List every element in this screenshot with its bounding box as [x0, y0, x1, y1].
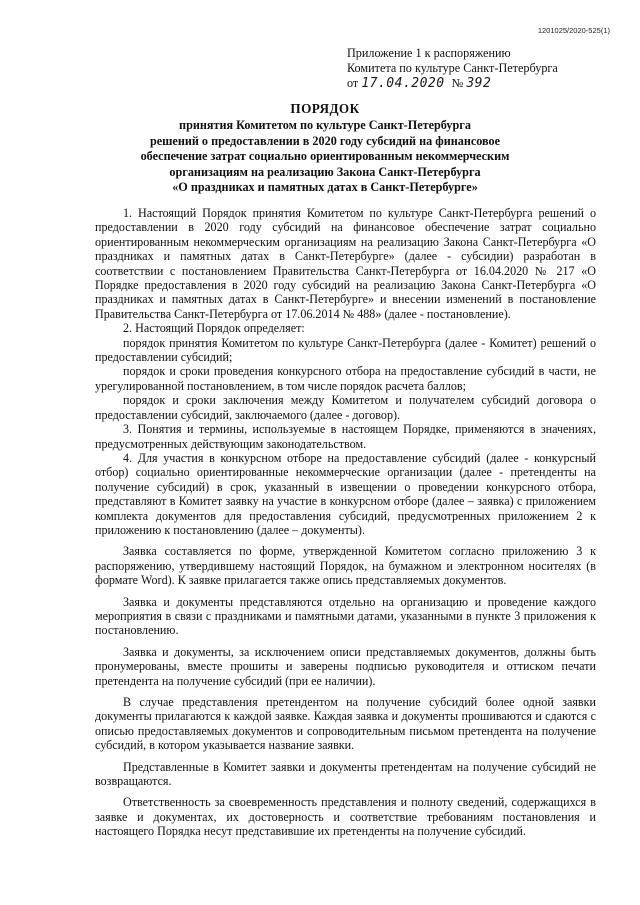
- paragraph: Представленные в Комитет заявки и документы претендентам на получение субсидий не возвращаются.: [95, 759, 596, 789]
- paragraph: 4. Для участия в конкурсном отборе на предоставление субсидий (далее - конкурсный отбор) социально ориентированные некоммерческие организации (далее - претенденты на получение субсидий) в срок, указанный в извещении о проведении конкурсного отбора, представляют в Комитет заявку на участие в конкурсном отборе (далее – заявка) с приложением комплекта документов для предоставления субсидий, предусмотренных приложением 2 к приложению к постановлению (далее – документы).: [95, 450, 596, 537]
- handwritten-number: 392: [466, 76, 492, 91]
- date-prefix: от: [347, 76, 359, 90]
- paragraph: порядок и сроки проведения конкурсного отбора на предоставление субсидий в части, не урегулированной постановлением, в том числе порядок расчета баллов;: [95, 364, 596, 393]
- appendix-line-1: Приложение 1 к распоряжению: [347, 46, 511, 60]
- appendix-date-line: [347, 76, 617, 91]
- paragraph: 2. Настоящий Порядок определяет:: [123, 321, 305, 336]
- title-heading: ПОРЯДОК: [290, 101, 360, 116]
- paragraph: Ответственность за своевременность представления и полноту сведений, содержащихся в заявке и документах, их достоверность и соответствие требованиям постановления и настоящего Порядка несут представившие их претенденты на получение субсидий.: [95, 795, 596, 839]
- number-prefix: №: [451, 76, 464, 90]
- paragraph: Заявка и документы, за исключением описи представляемых документов, должны быть пронумерованы, вместе прошиты и заверены подписью руководителя и оттиском печати претендента на получение субсидий (при ее наличии).: [95, 644, 596, 688]
- document-title: [60, 101, 590, 195]
- paragraph: порядок принятия Комитетом по культуре Санкт-Петербурга (далее - Комитет) решений о предоставлении субсидий;: [95, 335, 596, 365]
- paragraph: Заявка составляется по форме, утвержденной Комитетом согласно приложению 3 к распоряжению, утвердившему настоящий Порядок, на бумажном и электронном носителях (в формате Word). К заявке прилагается также опись представляемых документов.: [95, 544, 596, 588]
- paragraph: В случае представления претендентом на получение субсидий более одной заявки документы прилагаются к каждой заявке. Каждая заявка и документы прошиваются и сдаются с описью предоставляемых документов и сопроводительным письмом претендента на получение субсидий, в котором указывается название заявки.: [95, 695, 596, 753]
- title-line: принятия Комитетом по культуре Санкт-Петербурга: [179, 118, 471, 133]
- handwritten-date: 17.04.2020: [361, 76, 445, 91]
- paragraph: Заявка и документы представляются отдельно на организацию и проведение каждого мероприятия в связи с праздниками и памятными датами, указанными в пункте 3 приложения к постановлению.: [95, 594, 596, 638]
- paragraph: 1. Настоящий Порядок принятия Комитетом по культуре Санкт-Петербурга решений о предоставлении в 2020 году субсидий на финансовое обеспечение затрат социально ориентированным некоммерческим организациям на реализацию Закона Санкт-Петербурга «О праздниках и памятных датах в Санкт-Петербурге» (далее - субсидии) разработан в соответствии с постановлением Правительства Санкт-Петербурга от 16.04.2020 № 217 «О Порядке предоставления в 2020 году субсидий на реализацию Закона Санкт-Петербурга «О праздниках и памятных датах в Санкт-Петербурге» и внесении изменений в постановление Правительства Санкт-Петербурга от 17.06.2014 № 488» (далее - постановление).: [95, 206, 596, 321]
- document-body: [95, 206, 596, 839]
- title-line: организациям на реализацию Закона Санкт-Петербурга: [169, 164, 481, 179]
- appendix-reference: [347, 46, 617, 91]
- title-line: обеспечение затрат социально ориентированным некоммерческим: [140, 149, 510, 164]
- title-line: «О праздниках и памятных датах в Санкт-Петербурге»: [172, 180, 478, 195]
- document-id: 1201025/2020-525(1): [537, 26, 610, 35]
- title-line: решений о предоставлении в 2020 году субсидий на финансовое: [149, 133, 501, 148]
- appendix-line-2: Комитета по культуре Санкт-Петербурга: [347, 61, 558, 75]
- paragraph: порядок и сроки заключения между Комитетом и получателем субсидий договора о предоставлении субсидий, заключаемого (далее - договор).: [95, 393, 596, 422]
- paragraph: 3. Понятия и термины, используемые в настоящем Порядке, применяются в значениях, предусмотренных действующим законодательством.: [95, 422, 596, 451]
